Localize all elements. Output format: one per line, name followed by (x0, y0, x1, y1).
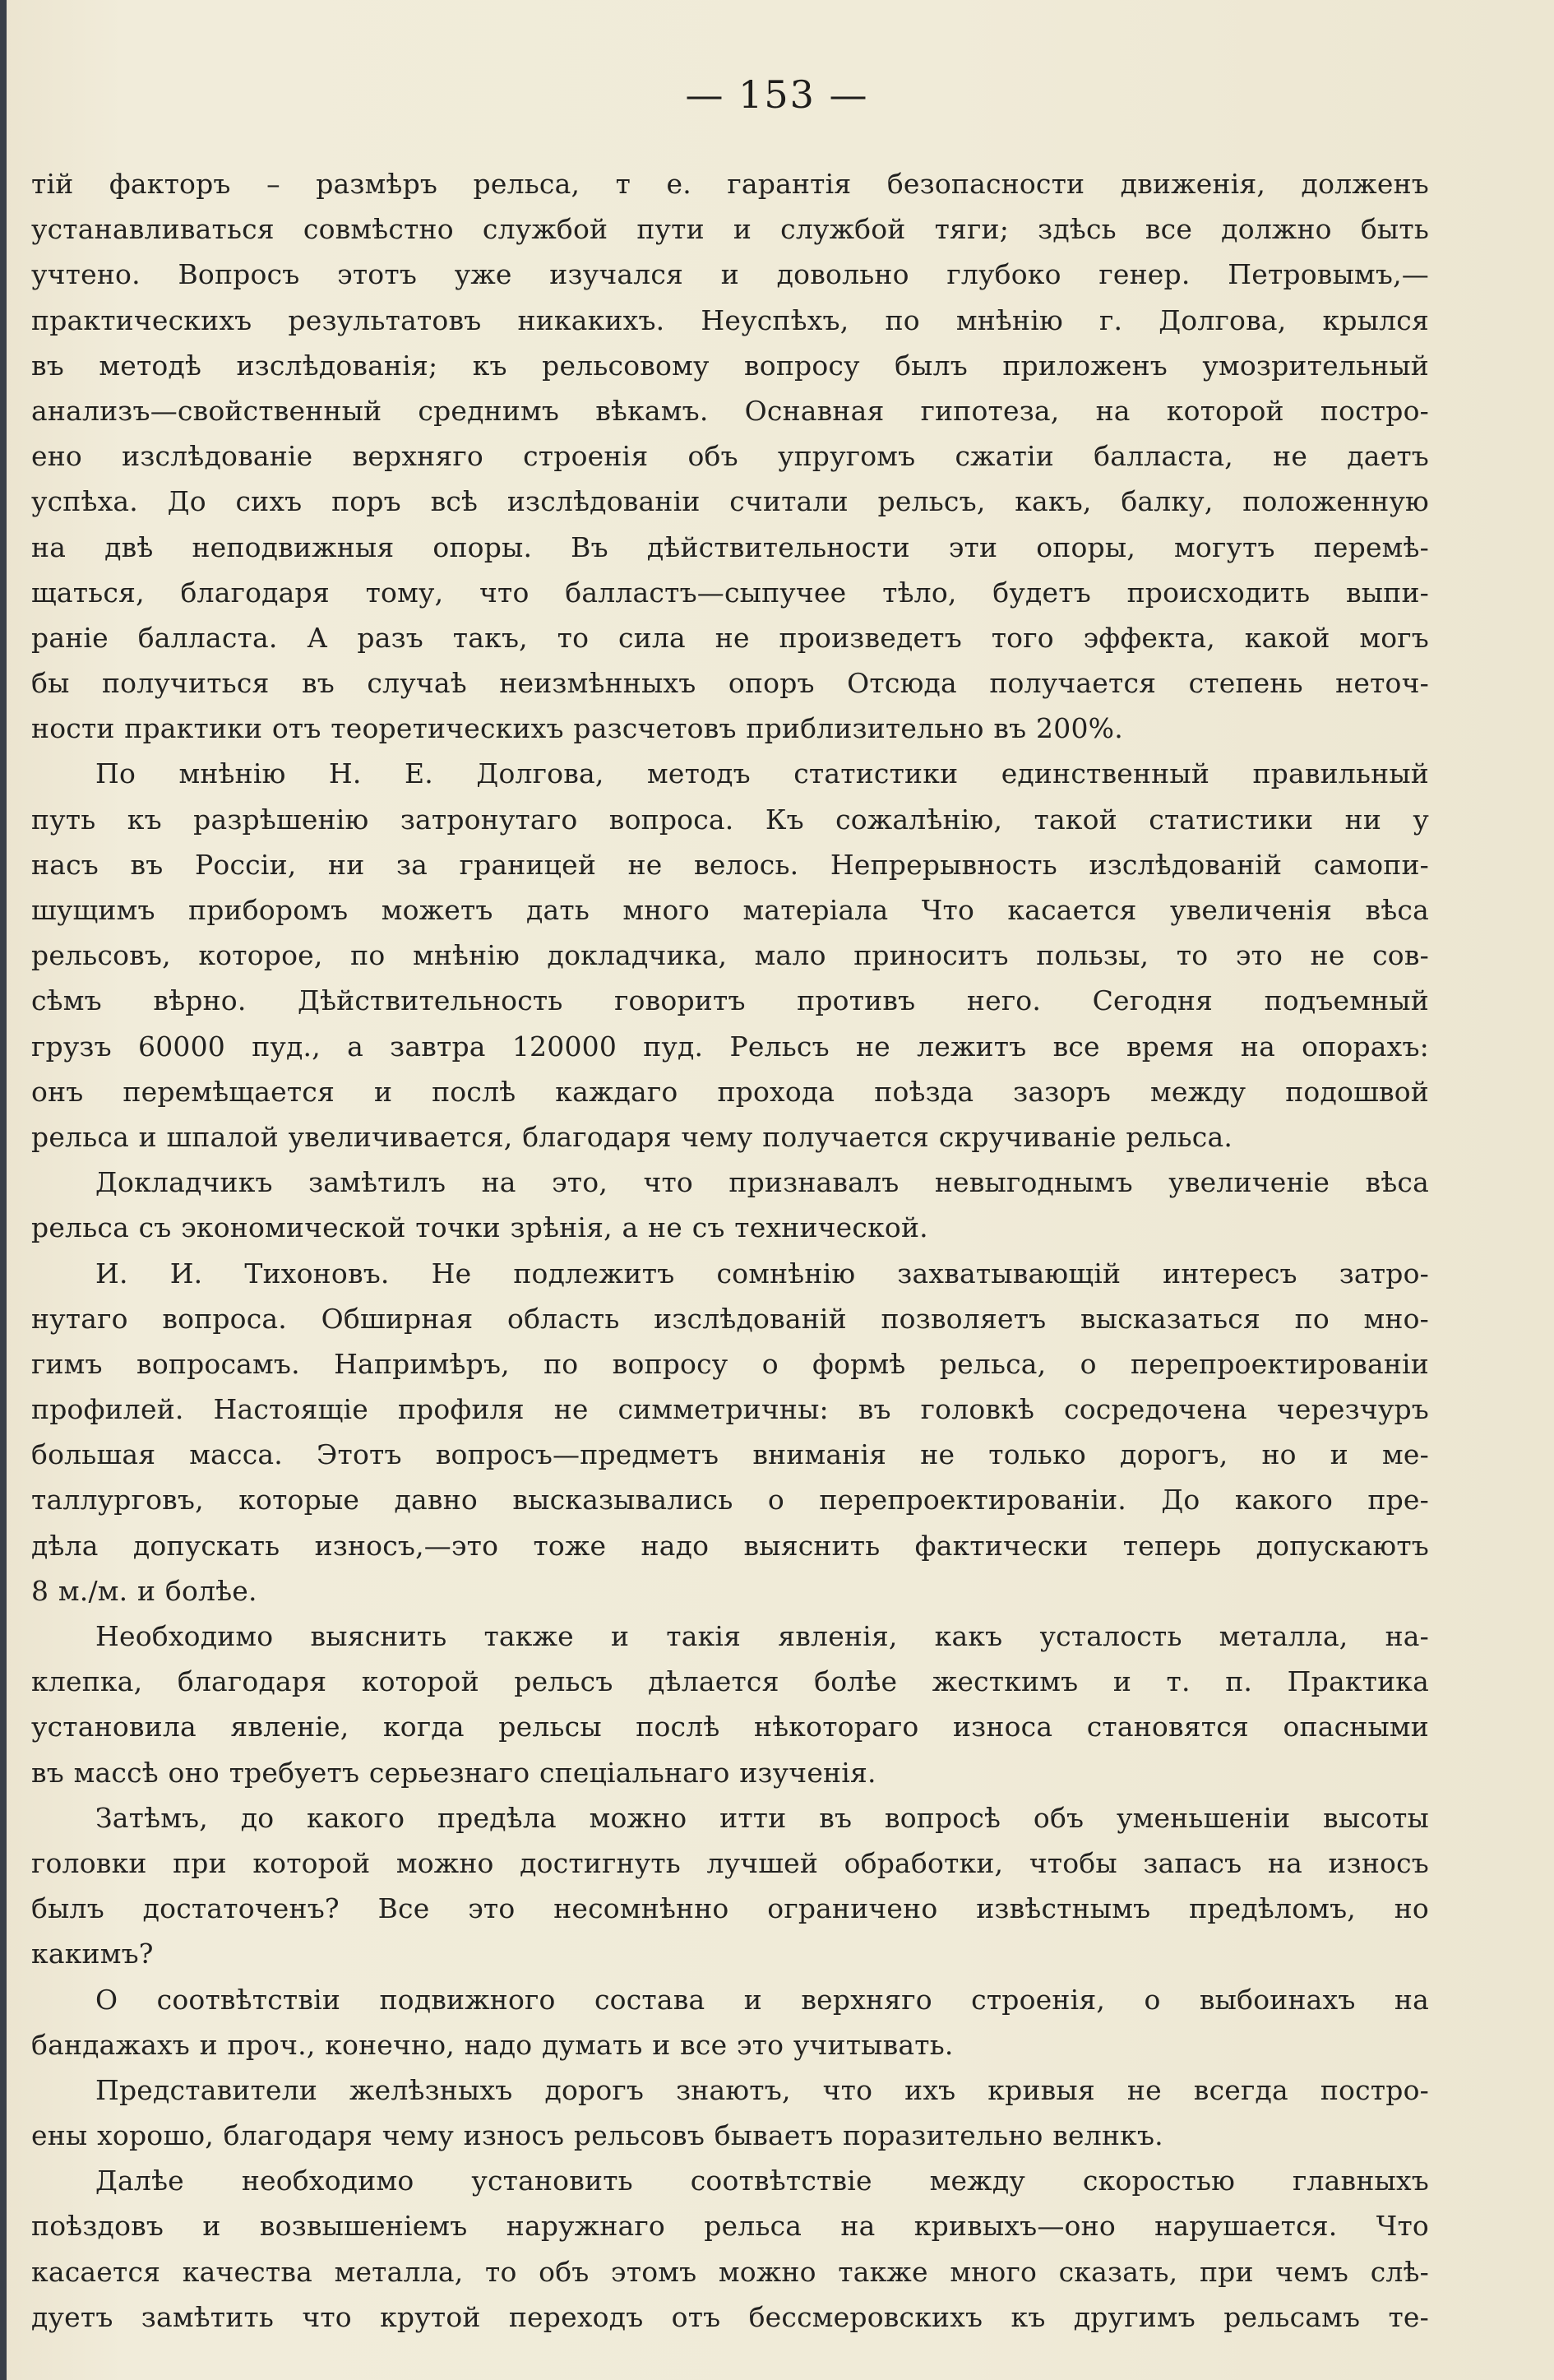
text-line: Далѣе необходимо установить соотвѣтствіе между скоростью главныхъ (95, 2165, 1429, 2197)
text-line: По мнѣнію Н. Е. Долгова, методъ статистики единственный правильный (95, 757, 1429, 790)
text-line: былъ достаточенъ? Все это несомнѣнно ограничено извѣстнымъ предѣломъ, но (31, 1892, 1429, 1925)
text-line: рельсовъ, которое, по мнѣнію докладчика, мало приноситъ пользы, то это не сов- (31, 939, 1429, 972)
text-line: онъ перемѣщается и послѣ каждаго прохода поѣзда зазоръ между подошвой (31, 1075, 1429, 1108)
text-line: установила явленіе, когда рельсы послѣ нѣкотораго износа становятся опасными (31, 1711, 1429, 1743)
body-text (31, 161, 1429, 2340)
text-line: ено изслѣдованіе верхняго строенія объ упругомъ сжатіи балласта, не даетъ (31, 440, 1429, 473)
text-line: дуетъ замѣтить что крутой переходъ отъ бессмеровскихъ къ другимъ рельсамъ те- (31, 2300, 1429, 2333)
text-line: Необходимо выяснить также и такія явленія, какъ усталость металла, на- (95, 1620, 1429, 1652)
text-line: головки при которой можно достигнуть лучшей обработки, чтобы запасъ на износъ (31, 1846, 1429, 1879)
page-number: — 153 — (685, 72, 869, 117)
page-binding-edge (0, 0, 7, 2380)
text-line: анализъ—свойственный среднимъ вѣкамъ. Оснавная гипотеза, на которой постро- (31, 394, 1429, 427)
text-line: бандажахъ и проч., конечно, надо думать и все это учитывать. (31, 2028, 954, 2061)
text-line: Докладчикъ замѣтилъ на это, что признавалъ невыгоднымъ увеличеніе вѣса (95, 1166, 1429, 1199)
text-line: путь къ разрѣшенію затронутаго вопроса. Къ сожалѣнію, такой статистики ни у (31, 803, 1429, 836)
text-line: клепка, благодаря которой рельсъ дѣлается болѣе жесткимъ и т. п. Практика (31, 1665, 1429, 1698)
text-line: насъ въ Россіи, ни за границей не велось. Непрерывность изслѣдованій самопи- (31, 848, 1429, 881)
text-line: учтено. Вопросъ этотъ уже изучался и довольно глубоко генер. Петровымъ,— (31, 258, 1429, 291)
text-line: въ массѣ оно требуетъ серьезнаго спеціальнаго изученія. (31, 1756, 876, 1789)
text-line: шущимъ приборомъ можетъ дать много матеріала Что касается увеличенія вѣса (31, 894, 1429, 926)
text-line: щаться, благодаря тому, что балластъ—сыпучее тѣло, будетъ происходить выпи- (31, 576, 1429, 609)
text-line: грузъ 60000 пуд., а завтра 120000 пуд. Рельсъ не лежитъ все время на опорахъ: (31, 1030, 1429, 1063)
text-line: профилей. Настоящіе профиля не симметричны: въ головкѣ сосредочена черезчуръ (31, 1393, 1429, 1426)
text-line: Представители желѣзныхъ дорогъ знаютъ, что ихъ кривыя не всегда постро- (95, 2073, 1429, 2106)
text-line: въ методѣ изслѣдованія; къ рельсовому вопросу былъ приложенъ умозрительный (31, 349, 1429, 382)
text-line: ены хорошо, благодаря чему износъ рельсовъ бываетъ поразительно велнкъ. (31, 2119, 1163, 2152)
text-line: успѣха. До сихъ поръ всѣ изслѣдованіи считали рельсъ, какъ, балку, положенную (31, 485, 1429, 518)
text-line: устанавливаться совмѣстно службой пути и службой тяги; здѣсь все должно быть (31, 213, 1429, 246)
text-line: практическихъ результатовъ никакихъ. Неуспѣхъ, по мнѣнію г. Долгова, крылся (31, 303, 1429, 336)
text-line: И. И. Тихоновъ. Не подлежитъ сомнѣнію захватывающій интересъ затро- (95, 1257, 1429, 1290)
text-line: рельса и шпалой увеличивается, благодаря чему получается скручиваніе рельса. (31, 1120, 1233, 1153)
text-line: таллурговъ, которые давно высказывались о перепроектированіи. До какого пре- (31, 1484, 1429, 1516)
text-line: большая масса. Этотъ вопросъ—предметъ вниманія не только дорогъ, но и ме- (31, 1438, 1429, 1471)
text-line: на двѣ неподвижныя опоры. Въ дѣйствительности эти опоры, могутъ перемѣ- (31, 530, 1429, 563)
text-line: гимъ вопросамъ. Напримѣръ, по вопросу о формѣ рельса, о перепроектированіи (31, 1347, 1429, 1380)
text-line: рельса съ экономической точки зрѣнія, а не съ технической. (31, 1211, 928, 1244)
text-line: касается качества металла, то объ этомъ можно также много сказать, при чемъ слѣ- (31, 2255, 1429, 2288)
text-line: бы получиться въ случаѣ неизмѣнныхъ опоръ Отсюда получается степень неточ- (31, 667, 1429, 700)
text-line: Затѣмъ, до какого предѣла можно итти въ вопросѣ объ уменьшеніи высоты (95, 1801, 1429, 1834)
text-line: нутаго вопроса. Обширная область изслѣдованій позволяетъ высказаться по мно- (31, 1302, 1429, 1335)
text-line: 8 м./м. и болѣе. (31, 1574, 257, 1607)
text-line: ности практики отъ теоретическихъ разсчетовъ приблизительно въ 200%. (31, 712, 1123, 745)
text-line: какимъ? (31, 1938, 154, 1970)
text-line: дѣла допускать износъ,—это тоже надо выяснить фактически теперь допускаютъ (31, 1529, 1429, 1562)
text-line: тій факторъ – размѣръ рельса, т е. гарантія безопасности движенія, долженъ (31, 168, 1429, 200)
text-line: сѣмъ вѣрно. Дѣйствительность говоритъ противъ него. Сегодня подъемный (31, 984, 1429, 1017)
text-line: раніе балласта. А разъ такъ, то сила не произведетъ того эффекта, какой могъ (31, 621, 1429, 654)
text-line: О соотвѣтствіи подвижного состава и верхняго строенія, о выбоинахъ на (95, 1983, 1429, 2016)
text-line: поѣздовъ и возвышеніемъ наружнаго рельса на кривыхъ—оно нарушается. Что (31, 2210, 1429, 2243)
